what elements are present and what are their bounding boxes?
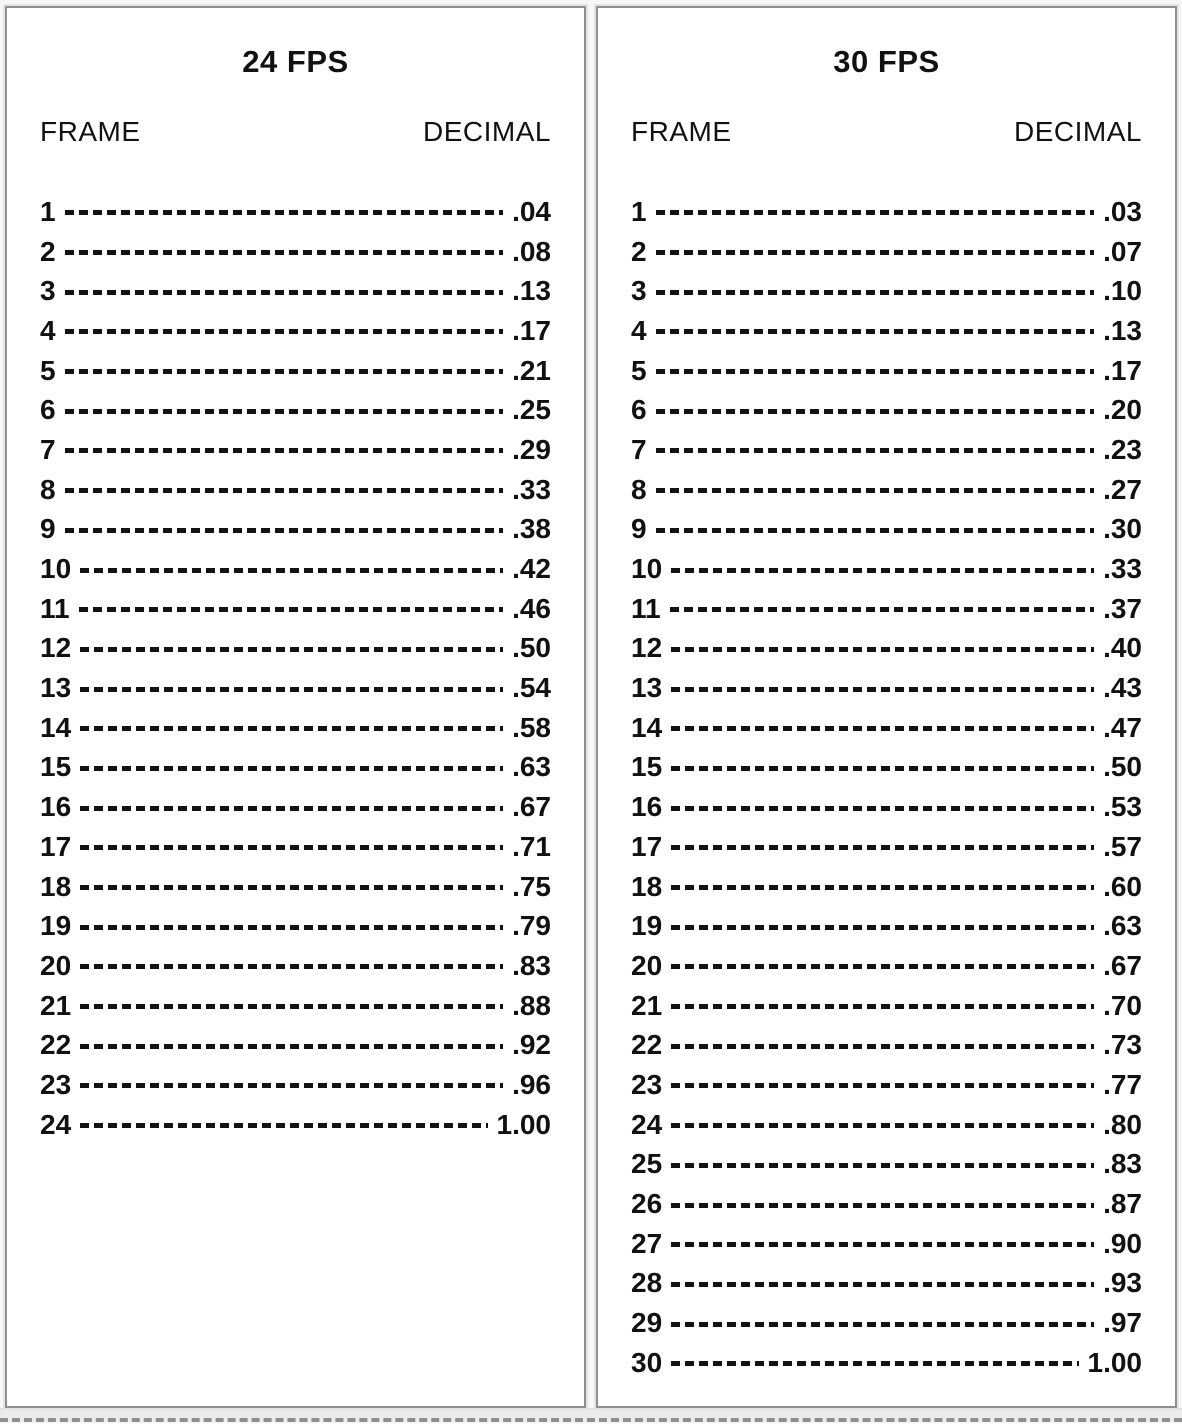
table-row [631,1105,1142,1145]
decimal-value: .54 [512,672,551,704]
dash-leader [671,1361,1078,1366]
table-row [631,271,1142,311]
frame-number: 20 [631,949,663,981]
frame-number: 17 [631,830,663,862]
frame-number: 24 [40,1108,72,1140]
decimal-value: .30 [1103,513,1142,545]
decimal-value: .42 [512,553,551,585]
frame-number: 1 [631,195,647,227]
frame-column-header: FRAME [631,116,732,147]
fps30-panel [596,6,1177,1408]
fps24-column-headers [40,116,551,148]
table-row [40,668,551,708]
frame-number: 18 [631,870,663,902]
decimal-value: .77 [1103,1068,1142,1100]
dash-leader [671,766,1094,771]
table-row [40,510,551,550]
decimal-value: 1.00 [496,1108,551,1140]
decimal-value: .60 [1103,870,1142,902]
table-row [631,311,1142,351]
table-row [631,430,1142,470]
frame-number: 22 [631,1029,663,1061]
decimal-value: .88 [512,989,551,1021]
dash-leader [656,329,1094,334]
decimal-value: .50 [1103,751,1142,783]
decimal-value: .17 [1103,354,1142,386]
dash-leader [671,845,1094,850]
dash-leader [80,766,503,771]
frame-number: 25 [631,1148,663,1180]
decimal-column-header: DECIMAL [423,116,551,147]
decimal-value: .87 [1103,1188,1142,1220]
table-row [631,629,1142,669]
decimal-value: .71 [512,830,551,862]
dash-leader [656,528,1094,533]
dash-leader [671,1242,1094,1247]
table-row [631,351,1142,391]
dash-leader [671,1163,1094,1168]
dash-leader [671,1322,1094,1327]
table-row [631,1264,1142,1304]
frame-number: 21 [40,989,72,1021]
table-row [40,351,551,391]
table-row [631,232,1142,272]
dash-leader [671,925,1094,930]
frame-number: 15 [631,751,663,783]
dash-leader [656,409,1094,414]
frame-number: 12 [40,632,72,664]
table-row [631,668,1142,708]
decimal-column-header: DECIMAL [1014,116,1142,147]
dash-leader [671,687,1094,692]
table-row [631,1065,1142,1105]
table-row [40,946,551,986]
decimal-value: .80 [1103,1108,1142,1140]
fps30-rows [631,192,1142,1383]
decimal-value: .17 [512,314,551,346]
dash-leader [656,290,1094,295]
frame-number: 22 [40,1029,72,1061]
table-row [40,787,551,827]
frame-number: 1 [40,195,56,227]
decimal-value: 1.00 [1087,1346,1142,1378]
decimal-value: .23 [1103,433,1142,465]
decimal-value: .92 [512,1029,551,1061]
decimal-value: .67 [512,791,551,823]
table-row [40,470,551,510]
decimal-value: .40 [1103,632,1142,664]
frame-number: 11 [631,592,661,624]
table-row [631,1343,1142,1383]
dash-leader [80,845,503,850]
frame-number: 10 [631,553,663,585]
table-row [631,1025,1142,1065]
decimal-value: .63 [512,751,551,783]
dash-leader [80,726,503,731]
dash-leader [671,568,1094,573]
table-row [631,1145,1142,1185]
frame-number: 3 [40,275,56,307]
table-row [631,827,1142,867]
fps24-rows [40,192,551,1145]
decimal-value: .03 [1103,195,1142,227]
dash-leader [671,647,1094,652]
table-row [631,390,1142,430]
decimal-value: .37 [1103,592,1142,624]
frame-number: 7 [40,433,56,465]
table-row [631,787,1142,827]
frame-number: 6 [40,394,56,426]
decimal-value: .83 [512,949,551,981]
dash-leader [656,488,1094,493]
table-row [631,470,1142,510]
dash-leader [65,210,503,215]
dash-leader [80,806,503,811]
table-row [40,430,551,470]
dash-leader [65,528,503,533]
decimal-value: .13 [1103,314,1142,346]
dash-leader [80,647,503,652]
table-row [631,1184,1142,1224]
fps24-title: 24 FPS [242,44,349,79]
dash-leader [65,409,503,414]
frame-number: 8 [631,473,647,505]
dash-leader [656,250,1094,255]
table-row [40,867,551,907]
frame-number: 5 [40,354,56,386]
table-row [631,708,1142,748]
table-row [40,192,551,232]
frame-number: 12 [631,632,663,664]
decimal-value: .79 [512,910,551,942]
dash-leader [80,964,503,969]
frame-number: 4 [40,314,56,346]
dash-leader [671,1282,1094,1287]
decimal-value: .90 [1103,1227,1142,1259]
fps30-column-headers [631,116,1142,148]
decimal-value: .46 [512,592,551,624]
fps30-title: 30 FPS [833,44,940,79]
frame-number: 19 [631,910,663,942]
table-row [40,232,551,272]
frame-number: 2 [631,235,647,267]
decimal-value: .38 [512,513,551,545]
frame-number: 3 [631,275,647,307]
frame-number: 24 [631,1108,663,1140]
frame-number: 19 [40,910,72,942]
table-row [631,192,1142,232]
decimal-value: .33 [512,473,551,505]
dash-leader [671,885,1094,890]
dash-leader [65,369,503,374]
decimal-value: .29 [512,433,551,465]
dash-leader [65,329,503,334]
decimal-value: .75 [512,870,551,902]
table-row [631,589,1142,629]
frame-number: 6 [631,394,647,426]
table-row [40,1025,551,1065]
dash-leader [656,369,1094,374]
dash-leader [671,1123,1094,1128]
dash-leader [671,726,1094,731]
decimal-value: .67 [1103,949,1142,981]
frame-number: 20 [40,949,72,981]
decimal-value: .13 [512,275,551,307]
decimal-value: .33 [1103,553,1142,585]
table-row [631,510,1142,550]
decimal-value: .58 [512,711,551,743]
frame-number: 27 [631,1227,663,1259]
decimal-value: .63 [1103,910,1142,942]
dash-leader [80,1044,503,1049]
frame-number: 16 [631,791,663,823]
dash-leader [80,1123,487,1128]
decimal-value: .04 [512,195,551,227]
frame-number: 14 [631,711,663,743]
table-row [40,1105,551,1145]
dash-leader [671,806,1094,811]
dash-leader [65,448,503,453]
table-row [631,1303,1142,1343]
decimal-value: .20 [1103,394,1142,426]
dash-leader [80,687,503,692]
frame-number: 10 [40,553,72,585]
frame-number: 15 [40,751,72,783]
frame-number: 26 [631,1188,663,1220]
dash-leader [671,1083,1094,1088]
frame-number: 18 [40,870,72,902]
frame-number: 9 [631,513,647,545]
bottom-dashed-edge [0,1408,1182,1422]
table-row [631,946,1142,986]
table-row [40,311,551,351]
frame-number: 30 [631,1346,663,1378]
table-row [40,271,551,311]
table-row [40,589,551,629]
decimal-value: .21 [512,354,551,386]
table-row [40,827,551,867]
dash-leader [656,210,1094,215]
dash-leader [671,1004,1094,1009]
table-row [40,549,551,589]
dash-leader [65,290,503,295]
dash-leader [65,488,503,493]
frame-number: 5 [631,354,647,386]
table-row [631,549,1142,589]
table-row [631,1224,1142,1264]
dash-leader [80,1083,503,1088]
dash-leader [80,1004,503,1009]
frame-number: 23 [40,1068,72,1100]
dash-leader [670,607,1094,612]
decimal-value: .57 [1103,830,1142,862]
table-row [631,748,1142,788]
fps24-panel [5,6,586,1408]
decimal-value: .25 [512,394,551,426]
frame-column-header: FRAME [40,116,141,147]
frame-number: 14 [40,711,72,743]
frame-number: 16 [40,791,72,823]
dash-leader [65,250,503,255]
dash-leader [79,607,503,612]
decimal-value: .50 [512,632,551,664]
frame-number: 2 [40,235,56,267]
decimal-value: .08 [512,235,551,267]
dash-leader [80,568,503,573]
table-row [631,906,1142,946]
dash-leader [671,1203,1094,1208]
frame-number: 13 [40,672,72,704]
table-row [631,867,1142,907]
decimal-value: .53 [1103,791,1142,823]
table-row [40,708,551,748]
decimal-value: .43 [1103,672,1142,704]
dash-leader [80,925,503,930]
decimal-value: .47 [1103,711,1142,743]
frame-number: 11 [40,592,70,624]
frame-number: 23 [631,1068,663,1100]
frame-number: 7 [631,433,647,465]
table-row [40,390,551,430]
decimal-value: .27 [1103,473,1142,505]
dash-leader [656,448,1094,453]
table-row [40,1065,551,1105]
table-row [631,986,1142,1026]
frame-number: 4 [631,314,647,346]
decimal-value: .93 [1103,1267,1142,1299]
frame-number: 17 [40,830,72,862]
decimal-value: .83 [1103,1148,1142,1180]
frame-number: 9 [40,513,56,545]
decimal-value: .10 [1103,275,1142,307]
table-row [40,906,551,946]
dash-leader [671,1044,1094,1049]
decimal-value: .96 [512,1068,551,1100]
decimal-value: .73 [1103,1029,1142,1061]
frame-number: 8 [40,473,56,505]
table-row [40,629,551,669]
table-row [40,748,551,788]
frame-number: 29 [631,1307,663,1339]
dash-leader [80,885,503,890]
frame-number: 21 [631,989,663,1021]
frame-number: 28 [631,1267,663,1299]
decimal-value: .97 [1103,1307,1142,1339]
table-row [40,986,551,1026]
dash-leader [671,964,1094,969]
decimal-value: .70 [1103,989,1142,1021]
decimal-value: .07 [1103,235,1142,267]
frame-number: 13 [631,672,663,704]
